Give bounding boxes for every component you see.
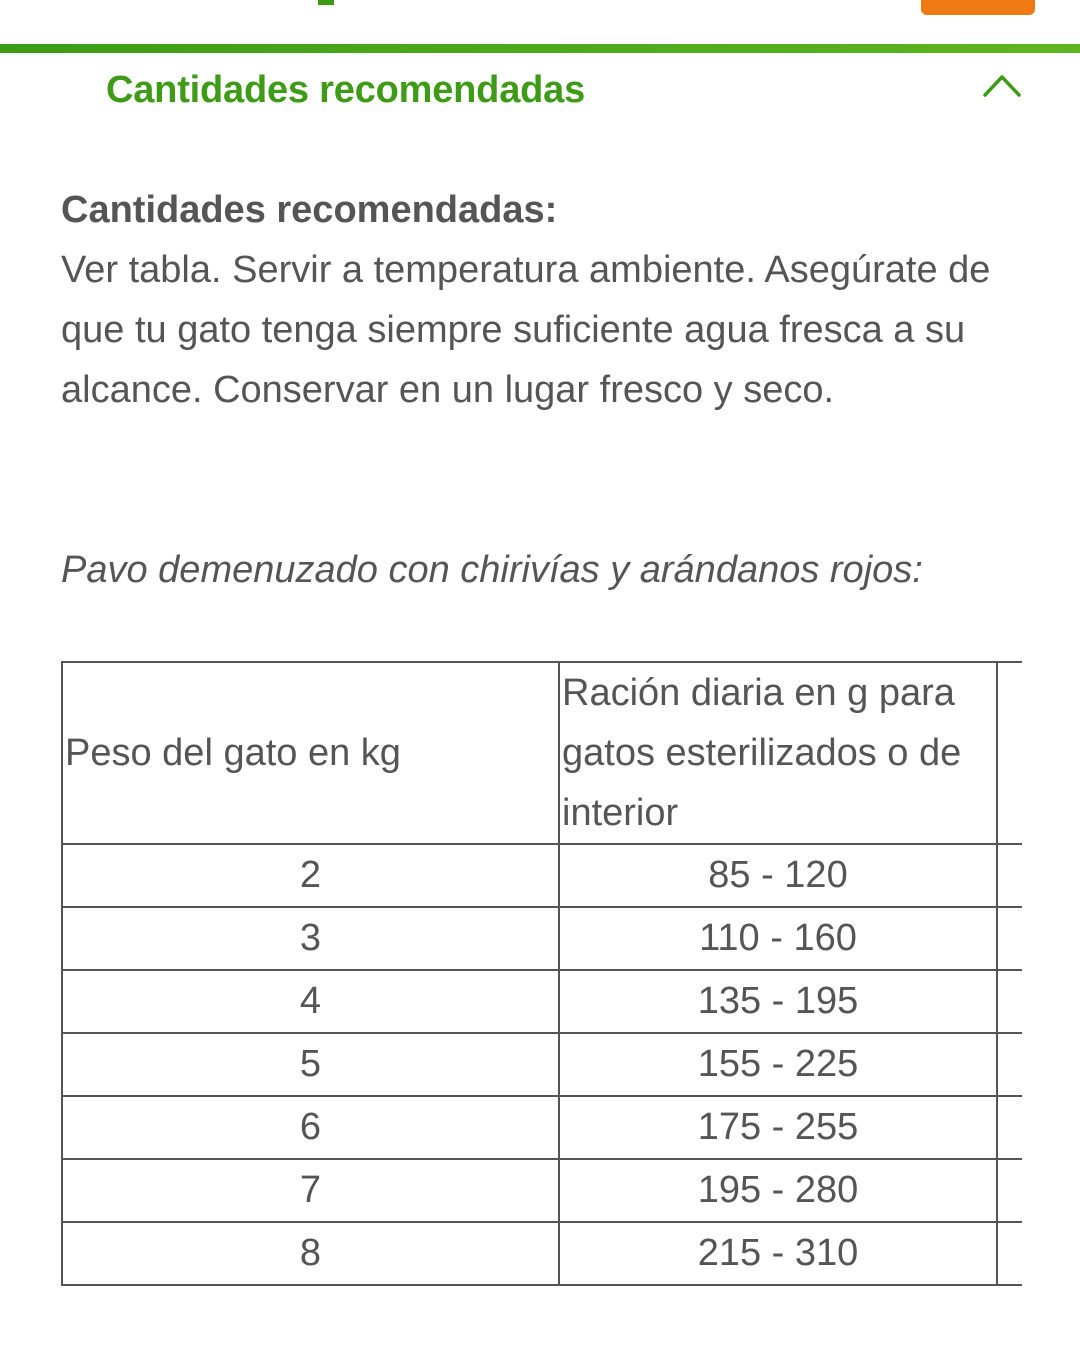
cell-empty [997,1159,1022,1222]
cell-weight: 4 [62,970,559,1033]
cell-empty [997,1096,1022,1159]
cell-ration: 85 - 120 [559,844,997,907]
cell-empty [997,970,1022,1033]
section-heading: Cantidades recomendadas: [61,189,558,231]
table-row [62,1159,1022,1222]
header-empty [997,662,1022,844]
cell-ration: 195 - 280 [559,1159,997,1222]
cell-weight: 3 [62,907,559,970]
cell-weight: 7 [62,1159,559,1222]
table-row [62,844,1022,907]
cell-empty [997,1033,1022,1096]
cell-ration: 135 - 195 [559,970,997,1033]
header-weight: Peso del gato en kg [62,662,559,844]
accordion-title: Cantidades recomendadas [106,69,586,111]
cell-empty [997,844,1022,907]
table-row [62,1222,1022,1285]
header-divider [0,44,1080,53]
cell-weight: 2 [62,844,559,907]
feeding-table [61,661,1022,1286]
feeding-instructions: Ver tabla. Servir a temperatura ambiente. Asegúrate de que tu gato tenga siempre suficiente agua fresca a su alcance. Conservar en un lugar fresco y seco. [61,249,991,411]
cell-ration: 175 - 255 [559,1096,997,1159]
accordion-header-cantidades[interactable] [0,53,1080,128]
table-row [62,907,1022,970]
cell-empty [997,1222,1022,1285]
cart-button[interactable] [921,0,1035,15]
table-row [62,1033,1022,1096]
product-variant-title: Pavo demenuzado con chirivías y arándanos rojos: [61,549,923,591]
table-row [62,970,1022,1033]
accordion-content [61,180,1021,420]
header-ration: Ración diaria en g para gatos esterilizados o de interior [559,662,997,844]
cell-ration: 155 - 225 [559,1033,997,1096]
header-logo-fragment [318,0,334,5]
chevron-up-icon[interactable] [982,71,1022,99]
cell-empty [997,907,1022,970]
table-header-row [62,662,1022,844]
cell-ration: 215 - 310 [559,1222,997,1285]
cell-ration: 110 - 160 [559,907,997,970]
cell-weight: 8 [62,1222,559,1285]
table-row [62,1096,1022,1159]
cell-weight: 6 [62,1096,559,1159]
cell-weight: 5 [62,1033,559,1096]
